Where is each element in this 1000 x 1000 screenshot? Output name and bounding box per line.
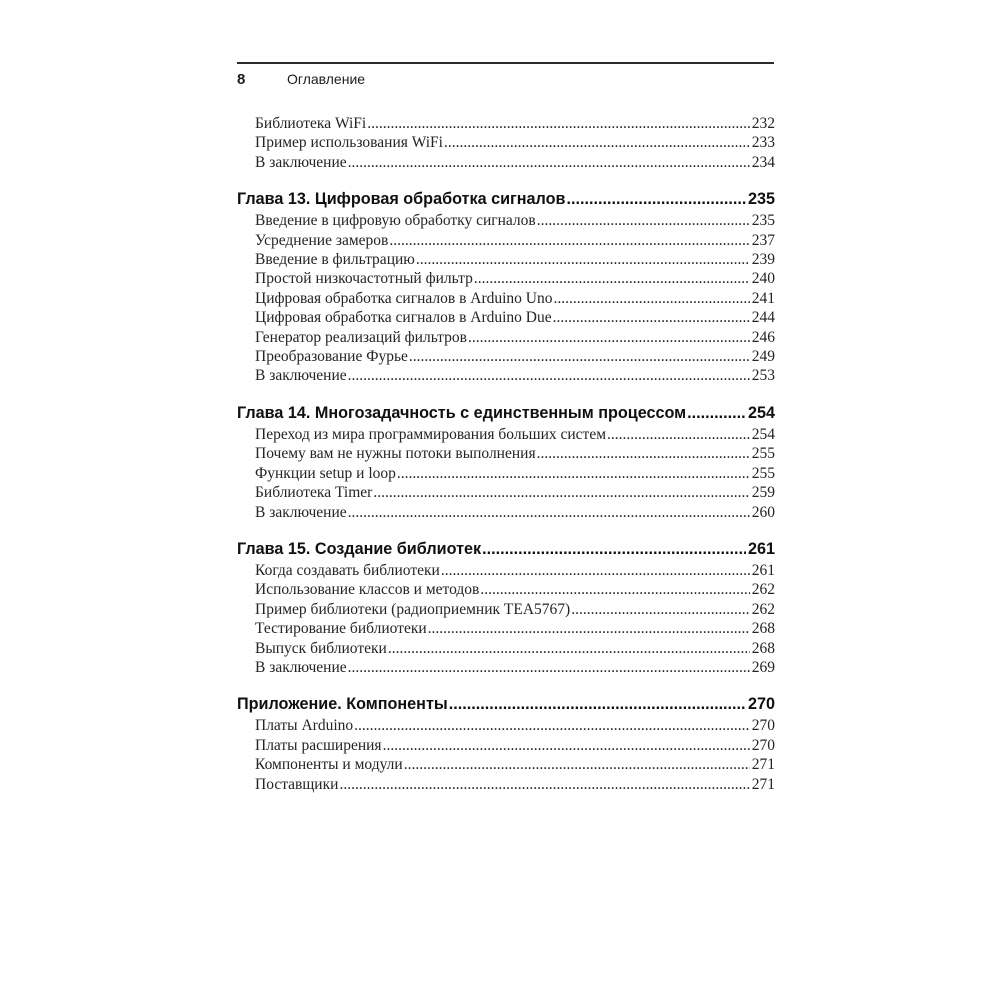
dot-leader bbox=[383, 736, 750, 755]
toc-entry-label: В заключение bbox=[255, 658, 347, 676]
toc-entry-label: Преобразование Фурье bbox=[255, 348, 408, 366]
toc-entry bbox=[237, 231, 775, 250]
dot-leader bbox=[480, 580, 749, 599]
toc-entry-page-number: 261 bbox=[751, 561, 775, 579]
dot-leader bbox=[367, 114, 750, 133]
toc-entry-label: Библиотека WiFi bbox=[255, 115, 367, 132]
toc-entry-label: Простой низкочастотный фильтр bbox=[255, 270, 473, 288]
page-number: 8 bbox=[237, 71, 246, 88]
toc-entry-label: Пример библиотеки (радиоприемник TEA5767) bbox=[255, 600, 571, 618]
table-of-contents bbox=[237, 114, 775, 794]
toc-entry-label: В заключение bbox=[255, 367, 347, 385]
toc-entry-page-number: 240 bbox=[751, 270, 775, 288]
toc-chapter-heading bbox=[237, 403, 775, 424]
dot-leader bbox=[348, 153, 750, 172]
toc-entry-label: В заключение bbox=[255, 153, 347, 171]
toc-entry-page-number: 268 bbox=[751, 620, 775, 638]
dot-leader bbox=[537, 211, 750, 230]
toc-entry-page-number: 268 bbox=[751, 639, 775, 657]
toc-entry bbox=[237, 444, 775, 463]
toc-entry-label: Библиотека Timer bbox=[255, 484, 373, 502]
toc-entry-label: Почему вам не нужны потоки выполнения bbox=[255, 445, 536, 463]
toc-chapter-heading-label: Глава 15. Создание библиотек bbox=[237, 539, 482, 558]
toc-entry bbox=[237, 347, 775, 366]
toc-chapter-heading bbox=[237, 694, 775, 715]
dot-leader bbox=[474, 269, 750, 288]
toc-entry-label: Цифровая обработка сигналов в Arduino Due bbox=[255, 309, 552, 327]
dot-leader bbox=[339, 775, 749, 794]
toc-entry-label: Введение в цифровую обработку сигналов bbox=[255, 212, 536, 230]
toc-entry-label: Поставщики bbox=[255, 775, 339, 793]
toc-entry-page-number: 239 bbox=[751, 251, 775, 269]
toc-entry bbox=[237, 114, 775, 133]
toc-entry-page-number: 232 bbox=[751, 115, 775, 132]
toc-entry-label: Переход из мира программирования больших систем bbox=[255, 425, 607, 443]
toc-entry bbox=[237, 328, 775, 347]
toc-chapter-heading-page-number: 261 bbox=[747, 539, 775, 558]
toc-chapter-heading bbox=[237, 189, 775, 210]
toc-entry bbox=[237, 619, 775, 638]
toc-entry bbox=[237, 736, 775, 755]
dot-leader bbox=[444, 133, 750, 152]
toc-entry bbox=[237, 366, 775, 385]
toc-entry bbox=[237, 716, 775, 735]
dot-leader bbox=[428, 619, 750, 638]
toc-entry-label: Когда создавать библиотеки bbox=[255, 561, 440, 579]
dot-leader bbox=[687, 403, 746, 424]
toc-entry bbox=[237, 639, 775, 658]
toc-entry-page-number: 270 bbox=[751, 717, 775, 735]
dot-leader bbox=[607, 425, 750, 444]
toc-entry-label: Использование классов и методов bbox=[255, 581, 480, 599]
running-header-title: Оглавление bbox=[287, 71, 366, 87]
toc-entry-label: Усреднение замеров bbox=[255, 231, 389, 249]
toc-entry-page-number: 271 bbox=[751, 756, 775, 774]
toc-entry-label: Платы расширения bbox=[255, 736, 382, 754]
toc-entry-page-number: 253 bbox=[751, 367, 775, 385]
toc-entry-page-number: 237 bbox=[751, 231, 775, 249]
toc-entry-label: Компоненты и модули bbox=[255, 756, 403, 774]
toc-chapter-heading-page-number: 235 bbox=[747, 190, 775, 209]
toc-entry-page-number: 262 bbox=[751, 600, 775, 618]
dot-leader bbox=[348, 658, 750, 677]
toc-entry-page-number: 246 bbox=[751, 328, 775, 346]
dot-leader bbox=[468, 328, 750, 347]
toc-entry-page-number: 260 bbox=[751, 503, 775, 521]
toc-chapter-heading bbox=[237, 539, 775, 560]
dot-leader bbox=[388, 639, 750, 658]
toc-entry-page-number: 235 bbox=[751, 212, 775, 230]
toc-entry-page-number: 254 bbox=[751, 425, 775, 443]
dot-leader bbox=[404, 755, 750, 774]
toc-entry bbox=[237, 211, 775, 230]
toc-entry-page-number: 234 bbox=[751, 153, 775, 171]
toc-entry-page-number: 269 bbox=[751, 658, 775, 676]
dot-leader bbox=[389, 231, 749, 250]
toc-entry-label: Платы Arduino bbox=[255, 717, 354, 735]
toc-chapter-heading-label: Глава 13. Цифровая обработка сигналов bbox=[237, 190, 566, 209]
toc-chapter-heading-label: Глава 14. Многозадачность с единственным процессом bbox=[237, 403, 687, 422]
dot-leader bbox=[409, 347, 750, 366]
toc-entry bbox=[237, 289, 775, 308]
toc-chapter-heading-page-number: 254 bbox=[747, 403, 775, 422]
toc-entry bbox=[237, 308, 775, 327]
dot-leader bbox=[441, 561, 750, 580]
dot-leader bbox=[449, 694, 746, 715]
toc-entry-label: Генератор реализаций фильтров bbox=[255, 328, 467, 346]
toc-entry-page-number: 255 bbox=[751, 464, 775, 482]
dot-leader bbox=[348, 503, 750, 522]
toc-entry-label: Пример использования WiFi bbox=[255, 134, 443, 152]
toc-chapter-heading-label: Приложение. Компоненты bbox=[237, 695, 448, 714]
toc-entry bbox=[237, 483, 775, 502]
dot-leader bbox=[571, 600, 750, 619]
toc-entry-page-number: 270 bbox=[751, 736, 775, 754]
toc-entry-label: Выпуск библиотеки bbox=[255, 639, 387, 657]
toc-entry bbox=[237, 755, 775, 774]
dot-leader bbox=[554, 289, 750, 308]
toc-entry-label: Тестирование библиотеки bbox=[255, 620, 427, 638]
toc-entry bbox=[237, 503, 775, 522]
dot-leader bbox=[482, 539, 746, 560]
toc-entry-page-number: 271 bbox=[751, 775, 775, 793]
toc-chapter-heading-page-number: 270 bbox=[747, 695, 775, 714]
toc-entry-page-number: 249 bbox=[751, 348, 775, 366]
toc-entry-label: В заключение bbox=[255, 503, 347, 521]
dot-leader bbox=[348, 366, 750, 385]
dot-leader bbox=[397, 464, 750, 483]
running-header bbox=[237, 62, 774, 88]
toc-entry-label: Введение в фильтрацию bbox=[255, 251, 415, 269]
dot-leader bbox=[566, 189, 746, 210]
toc-entry-page-number: 262 bbox=[751, 581, 775, 599]
dot-leader bbox=[537, 444, 750, 463]
toc-entry bbox=[237, 464, 775, 483]
toc-entry-page-number: 233 bbox=[751, 134, 775, 152]
toc-entry-label: Функции setup и loop bbox=[255, 464, 396, 482]
toc-entry-label: Цифровая обработка сигналов в Arduino Uno bbox=[255, 289, 553, 307]
toc-entry-page-number: 241 bbox=[751, 289, 775, 307]
toc-entry bbox=[237, 425, 775, 444]
dot-leader bbox=[354, 716, 750, 735]
toc-entry bbox=[237, 600, 775, 619]
toc-entry bbox=[237, 561, 775, 580]
toc-entry bbox=[237, 133, 775, 152]
toc-entry bbox=[237, 775, 775, 794]
toc-entry bbox=[237, 250, 775, 269]
dot-leader bbox=[553, 308, 750, 327]
toc-entry bbox=[237, 658, 775, 677]
dot-leader bbox=[373, 483, 749, 502]
toc-entry-page-number: 255 bbox=[751, 445, 775, 463]
toc-entry bbox=[237, 153, 775, 172]
dot-leader bbox=[416, 250, 750, 269]
toc-entry bbox=[237, 269, 775, 288]
toc-entry-page-number: 244 bbox=[751, 309, 775, 327]
toc-entry-page-number: 259 bbox=[751, 484, 775, 502]
toc-entry bbox=[237, 580, 775, 599]
